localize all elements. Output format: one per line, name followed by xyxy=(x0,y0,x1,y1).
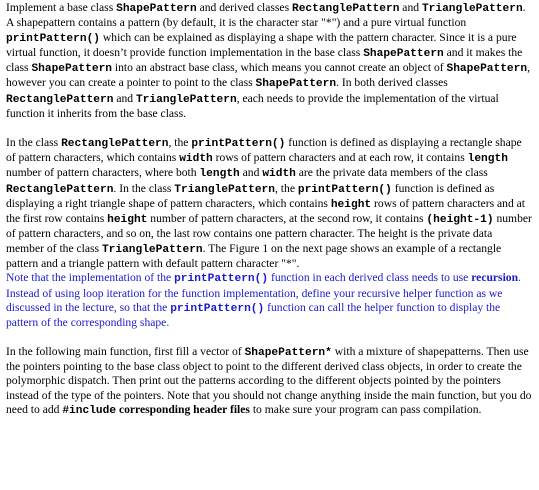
document-body xyxy=(6,1,533,418)
text-run: In the class xyxy=(6,135,62,149)
code-printpattern: printPattern() xyxy=(191,137,286,150)
code-shapepattern-pointer: ShapePattern* xyxy=(244,346,332,359)
code-printpattern: printPattern() xyxy=(170,302,265,315)
text-run: and xyxy=(113,91,136,105)
code-include: #include xyxy=(62,405,117,418)
text-run: . The Figure 1 on the next page shows an example of a rectangle pattern and a triangle pattern with default pattern character "*". xyxy=(6,241,502,271)
text-run: rows of pattern characters and at each row, it contains xyxy=(212,150,468,164)
text-run: into an abstract base class, which means you cannot create an object of xyxy=(112,61,447,75)
text-run: and xyxy=(239,166,263,180)
emphasis-header-files: corresponding header files xyxy=(118,403,250,417)
text-run: which can be explained as displaying a shape with the pattern character. Since it is a pure virtual function, it doesn’t provide function implementation in the base class xyxy=(6,30,517,59)
text-run: and it makes the class xyxy=(6,45,523,75)
text-run: function can call the helper function to display the pattern of the corresponding shape. xyxy=(6,300,501,330)
text-run: Note that the implementation of the xyxy=(6,271,175,285)
paragraph-gap xyxy=(6,331,533,345)
text-run: to make sure your program can pass compilation. xyxy=(249,403,482,417)
emphasis-recursion: recursion xyxy=(471,271,519,285)
code-printpattern: printPattern() xyxy=(6,32,100,45)
text-run: rows of pattern characters and at the first row contains xyxy=(6,196,526,226)
code-height-minus-one: (height-1) xyxy=(426,214,494,227)
code-height: height xyxy=(107,214,148,227)
code-rectanglepattern: RectanglePattern xyxy=(61,137,169,150)
code-rectanglepattern: RectanglePattern xyxy=(6,183,114,196)
text-run: function is defined as displaying a rectangle shape of pattern characters, which contains xyxy=(6,135,522,164)
text-run: number of pattern characters, where both xyxy=(6,166,200,180)
code-height: height xyxy=(330,198,372,211)
code-length: length xyxy=(467,152,508,165)
text-run: with a mixture of shapepatterns. Then use the pointers pointing to the base class object to point to the different derived class objects, in order to create the polymorphic dispatch. Then print out the patterns according to the different objects pointed by the pointers instead of the type of the pointers. Note that you should not change anything inside the main function, but you do need to add xyxy=(6,344,532,417)
text-run: . In the class xyxy=(113,181,175,195)
recursion-note xyxy=(6,271,521,329)
code-shapepattern: ShapePattern xyxy=(31,63,113,76)
code-printpattern: printPattern() xyxy=(174,273,269,286)
code-shapepattern: ShapePattern xyxy=(116,3,197,15)
text-run: Implement a base class xyxy=(6,1,117,14)
code-trianglepattern: TrianglePattern xyxy=(421,3,523,15)
paragraph-derived-classes xyxy=(6,136,533,331)
code-width: width xyxy=(262,168,296,181)
code-width: width xyxy=(179,152,213,165)
text-run: , the xyxy=(168,135,192,149)
text-run: . A shapepattern contains a pattern (by default, it is the character star "*") and a pure virtual function xyxy=(6,1,526,30)
paragraph-main-function xyxy=(6,345,533,418)
paragraph-class-overview xyxy=(6,1,533,121)
text-run: . Instead of using loop iteration for the function implementation, define your recursive helper function as we discussed in the lecture, so that the xyxy=(6,271,521,314)
code-rectanglepattern: RectanglePattern xyxy=(291,3,400,15)
code-shapepattern: ShapePattern xyxy=(255,78,337,91)
code-printpattern: printPattern() xyxy=(297,183,392,196)
text-run: function is defined as displaying a right triangle shape of pattern characters, which contains xyxy=(6,181,495,210)
paragraph-gap xyxy=(6,121,533,135)
text-run: In the following main function, first fill a vector of xyxy=(6,344,245,358)
code-shapepattern: ShapePattern xyxy=(363,47,444,60)
code-length: length xyxy=(199,168,240,181)
text-run: number of pattern characters, at the second row, it contains xyxy=(147,212,427,226)
text-run: , each needs to provide the implementation of the virtual function it inherits from the base class. xyxy=(6,91,499,121)
code-trianglepattern: TrianglePattern xyxy=(174,183,275,196)
code-shapepattern: ShapePattern xyxy=(446,63,528,76)
code-trianglepattern: TrianglePattern xyxy=(135,93,237,106)
code-trianglepattern: TrianglePattern xyxy=(101,243,203,256)
text-run: number of pattern characters, and so on, the last row contains one pattern character. The height is the private data member of the class xyxy=(6,212,532,255)
text-run: , the xyxy=(275,181,298,195)
code-rectanglepattern: RectanglePattern xyxy=(6,93,114,106)
text-run: , however you can create a pointer to point to the class xyxy=(6,61,530,90)
text-run: and xyxy=(399,1,422,14)
text-run: and derived classes xyxy=(196,1,292,14)
text-run: function in each derived class needs to use xyxy=(268,271,472,285)
text-run: . In both derived classes xyxy=(336,76,448,90)
text-run: are the private data members of the class xyxy=(295,166,488,180)
